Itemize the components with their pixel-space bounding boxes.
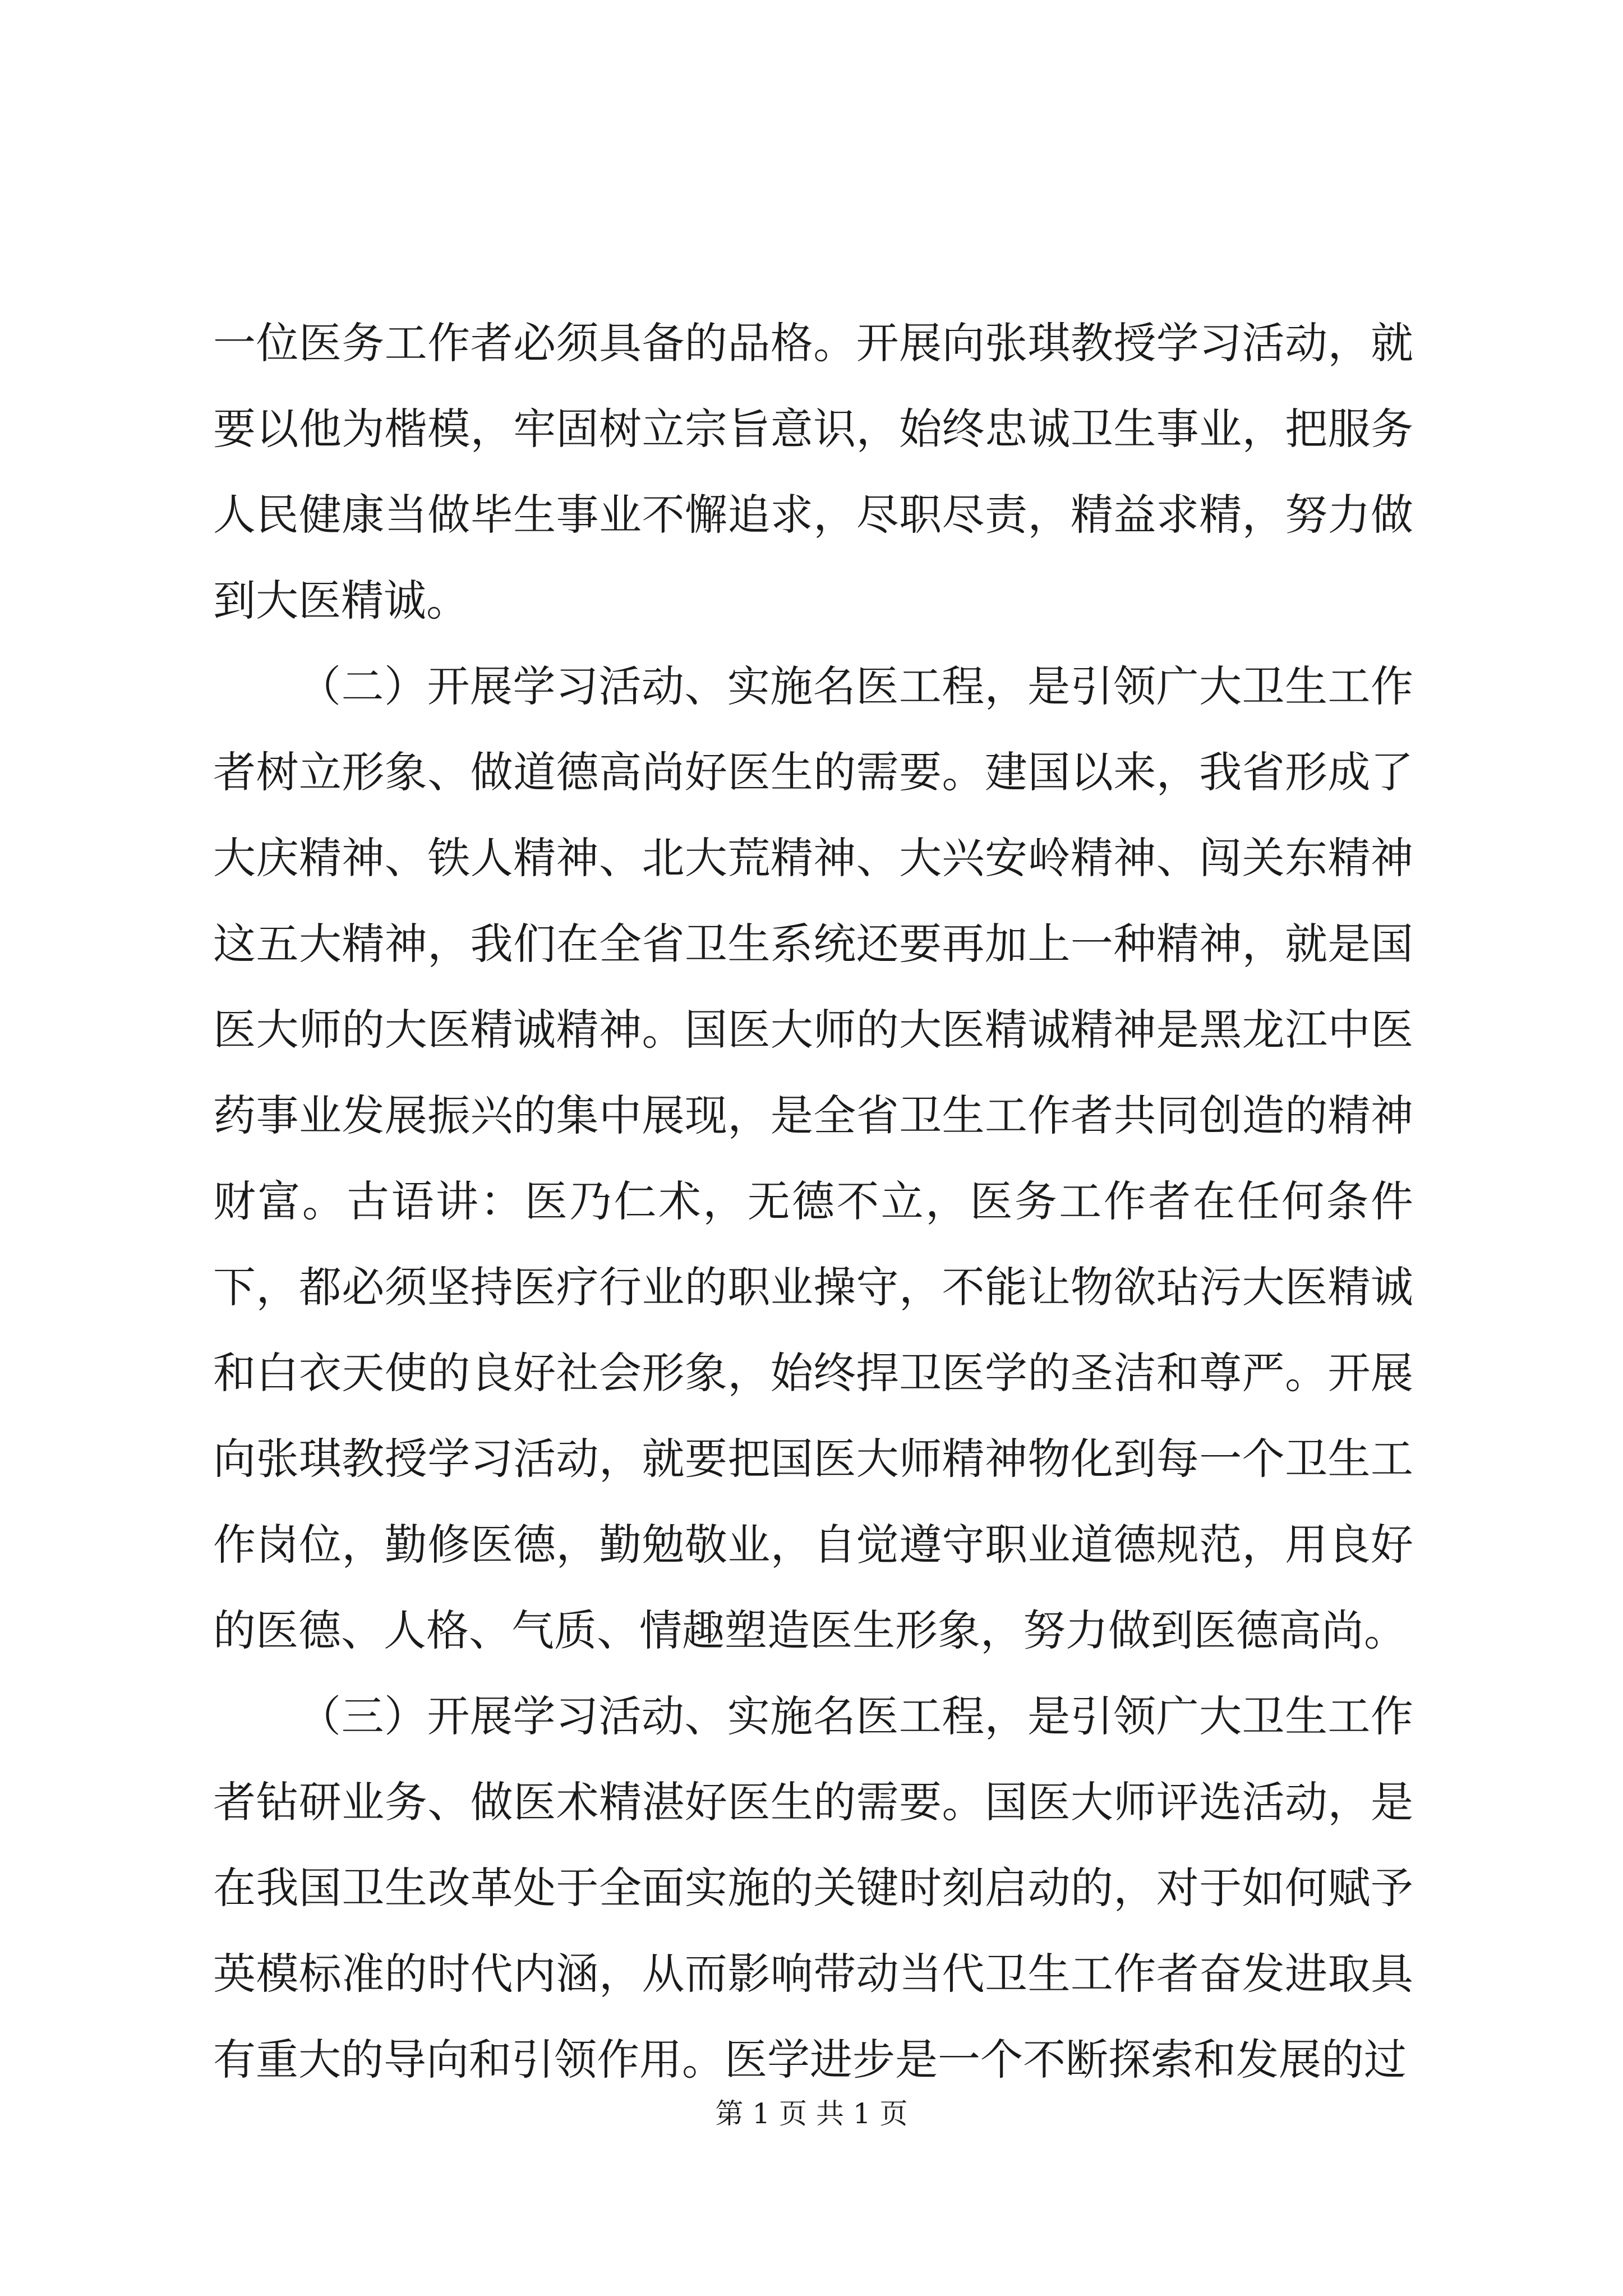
paragraph-3: （三）开展学习活动、实施名医工程，是引领广大卫生工作者钻研业务、做医术精湛好医生的需要。国医大师评选活动，是在我国卫生改革处于全面实施的关键时刻启动的，对于如何赋予英模标准的时代内涵，从而影响带动当代卫生工作者奋发进取具有重大的导向和引领作用。医学进步是一个不断探索和发展的过 (213, 1691, 1413, 2085)
page-footer: 第 1 页 共 1 页 (715, 2097, 908, 2130)
document-body (213, 300, 1413, 2102)
paragraph-2: （二）开展学习活动、实施名医工程，是引领广大卫生工作者树立形象、做道德高尚好医生的需要。建国以来，我省形成了大庆精神、铁人精神、北大荒精神、大兴安岭精神、闯关东精神这五大精神，我们在全省卫生系统还要再加上一种精神，就是国医大师的大医精诚精神。国医大师的大医精诚精神是黑龙江中医药事业发展振兴的集中展现，是全省卫生工作者共同创造的精神财富。古语讲：医乃仁术，无德不立，医务工作者在任何条件下，都必须坚持医疗行业的职业操守，不能让物欲玷污大医精诚和白衣天使的良好社会形象，始终捍卫医学的圣洁和尊严。开展向张琪教授学习活动，就要把国医大师精神物化到每一个卫生工作岗位，勤修医德，勤勉敬业，自觉遵守职业道德规范，用良好的医德、人格、气质、情趣塑造医生形象，努力做到医德高尚。 (213, 661, 1413, 1655)
paragraph-1: 一位医务工作者必须具备的品格。开展向张琪教授学习活动，就要以他为楷模，牢固树立宗旨意识，始终忠诚卫生事业，把服务人民健康当做毕生事业不懈追求，尽职尽责，精益求精，努力做到大医精诚。 (213, 318, 1413, 625)
